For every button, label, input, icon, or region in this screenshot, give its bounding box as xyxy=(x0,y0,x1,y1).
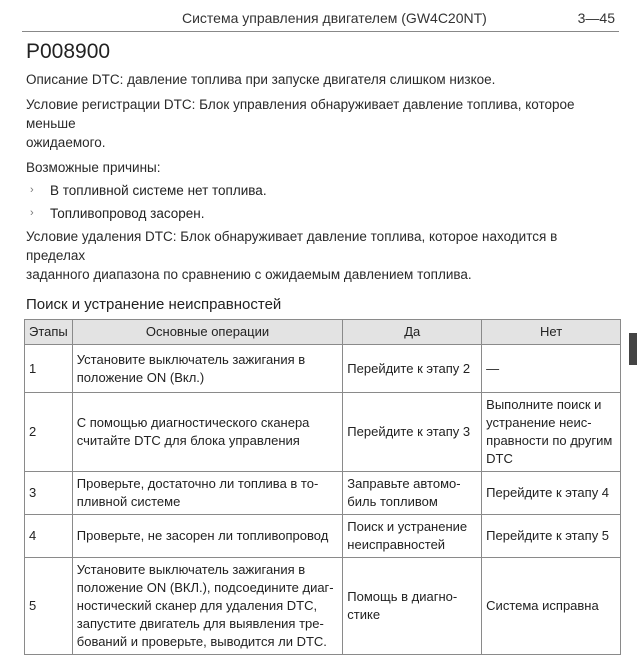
operation-cell: Установите выключатель зажигания в положение ON (Вкл.) xyxy=(72,345,343,393)
dtc-removal-line-1: Условие удаления DTC: Блок обнаруживает давление топлива, которое находится в пределах xyxy=(26,229,558,263)
section-tab-marker xyxy=(629,333,637,365)
yes-cell: Помощь в диагно- стике xyxy=(343,558,482,655)
column-header-operations: Основные операции xyxy=(72,320,343,345)
no-cell: — xyxy=(482,345,621,393)
operation-cell: С помощью диагностического сканера считайте DTC для блока управления xyxy=(72,393,343,472)
operation-cell: Установите выключатель зажигания в положение ON (ВКЛ.), подсоедините диаг- ностический сканер для удаления DTC, запустите двигатель для выявления тре- бований и проверьте, выводится ли DTC. xyxy=(72,558,343,655)
header-divider xyxy=(22,31,619,32)
column-header-yes: Да xyxy=(343,320,482,345)
dtc-registration-line-2: ожидаемого. xyxy=(26,135,106,150)
troubleshooting-title: Поиск и устранение неисправностей xyxy=(26,296,282,313)
column-header-steps: Этапы xyxy=(25,320,73,345)
operation-cell: Проверьте, достаточно ли топлива в то- пливной системе xyxy=(72,472,343,515)
table-row xyxy=(25,345,621,393)
bullet-chevron-icon: › xyxy=(30,207,34,219)
yes-cell: Перейдите к этапу 3 xyxy=(343,393,482,472)
main-content xyxy=(26,38,616,655)
step-cell: 3 xyxy=(25,472,73,515)
table-header-row xyxy=(25,320,621,345)
troubleshooting-table xyxy=(24,319,621,655)
yes-cell: Заправьте автомо- биль топливом xyxy=(343,472,482,515)
step-cell: 5 xyxy=(25,558,73,655)
possible-causes-title: Возможные причины: xyxy=(26,160,161,175)
header-title: Система управления двигателем (GW4C20NT) xyxy=(182,10,487,26)
dtc-removal-line-2: заданного диапазона по сравнению с ожидаемым давлением топлива. xyxy=(26,267,472,282)
bullet-chevron-icon: › xyxy=(30,184,34,196)
cause-text: Топливопровод засорен. xyxy=(50,206,205,221)
step-cell: 2 xyxy=(25,393,73,472)
operation-cell: Проверьте, не засорен ли топливопровод xyxy=(72,515,343,558)
step-cell: 4 xyxy=(25,515,73,558)
page-header xyxy=(0,0,637,36)
table-row xyxy=(25,558,621,655)
no-cell: Выполните поиск и устранение неис- правности по другим DTC xyxy=(482,393,621,472)
yes-cell: Поиск и устранение неисправностей xyxy=(343,515,482,558)
column-header-no: Нет xyxy=(482,320,621,345)
dtc-code-heading: P008900 xyxy=(26,40,111,63)
yes-cell: Перейдите к этапу 2 xyxy=(343,345,482,393)
cause-item xyxy=(26,204,616,223)
step-cell: 1 xyxy=(25,345,73,393)
table-row xyxy=(25,515,621,558)
table-row xyxy=(25,393,621,472)
no-cell: Перейдите к этапу 5 xyxy=(482,515,621,558)
cause-text: В топливной системе нет топлива. xyxy=(50,183,267,198)
no-cell: Перейдите к этапу 4 xyxy=(482,472,621,515)
table-row xyxy=(25,472,621,515)
dtc-registration-line-1: Условие регистрации DTC: Блок управления обнаруживает давление топлива, которое меньше xyxy=(26,97,575,131)
page-number: 3—45 xyxy=(577,10,615,26)
dtc-description: Описание DTC: давление топлива при запуске двигателя слишком низкое. xyxy=(26,72,496,87)
cause-item xyxy=(26,181,616,200)
no-cell: Система исправна xyxy=(482,558,621,655)
